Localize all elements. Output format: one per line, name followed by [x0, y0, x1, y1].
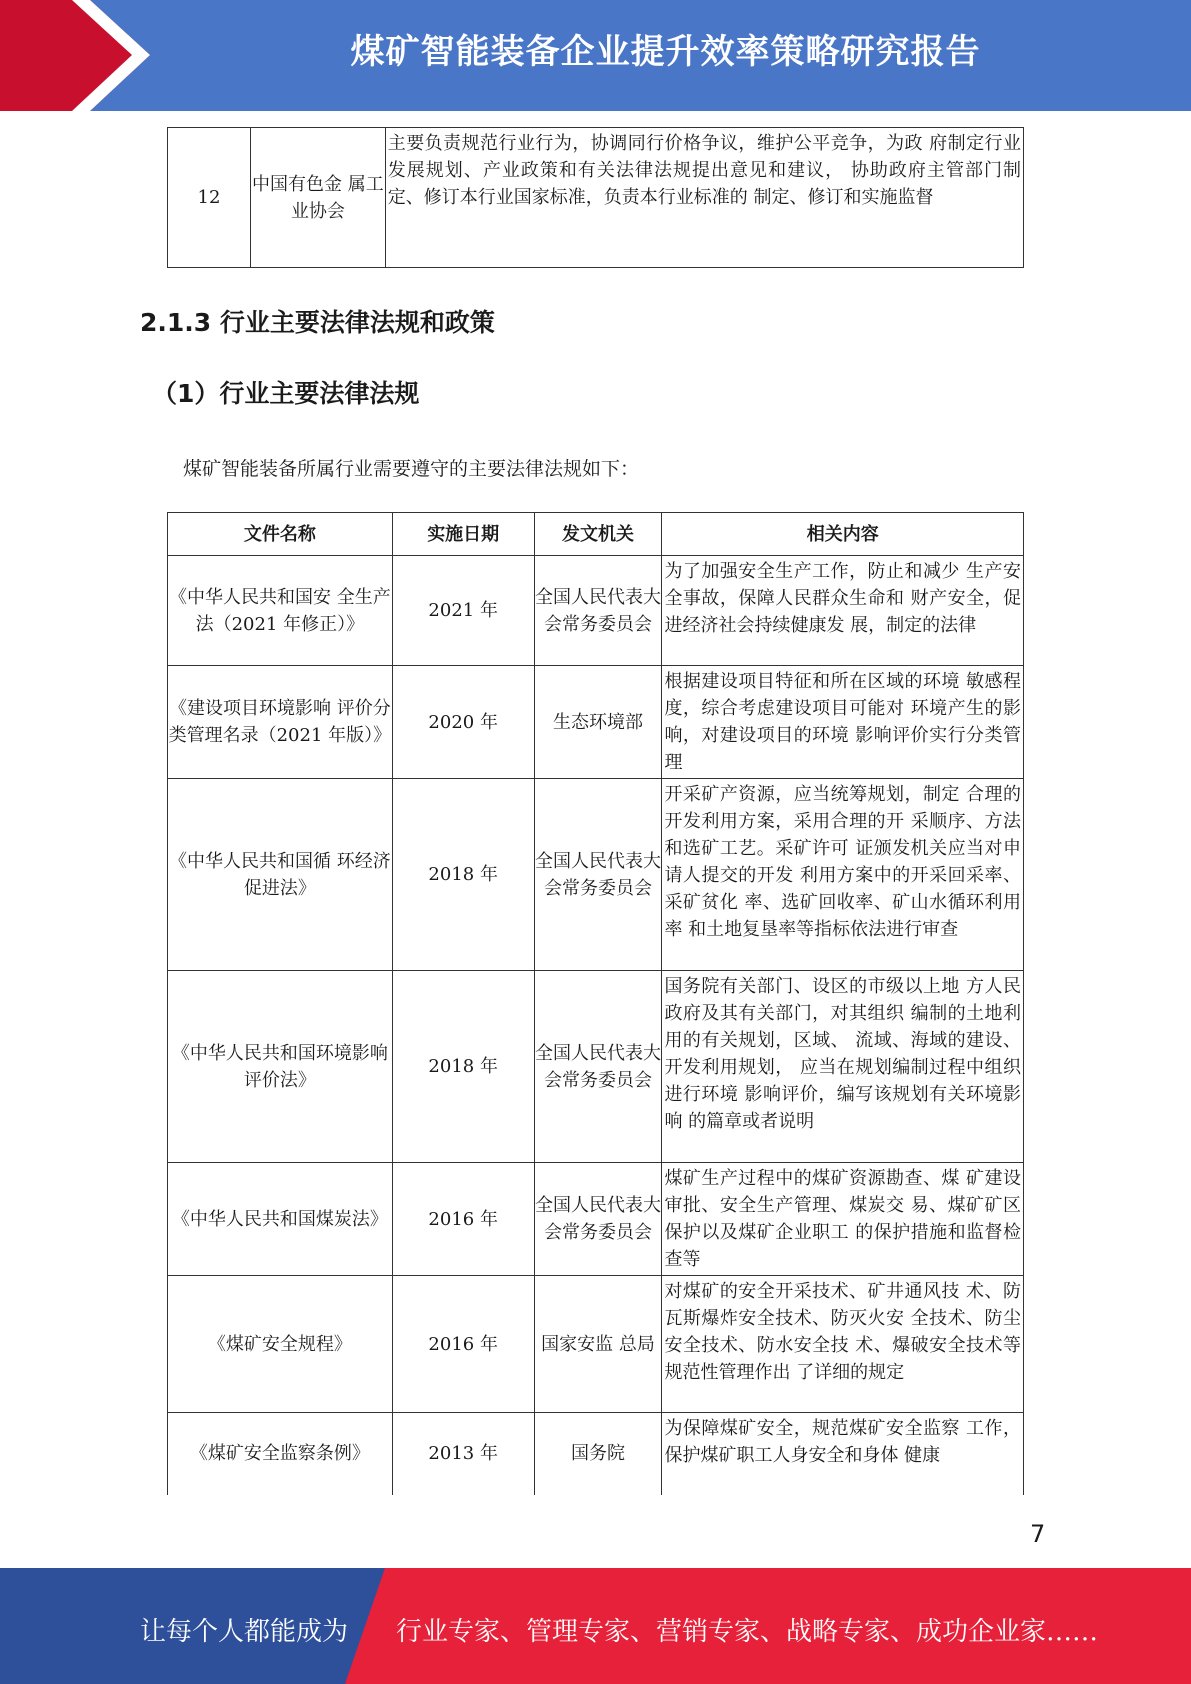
table-row [168, 1276, 1024, 1413]
law-name: 《中华人民共和国煤炭法》 [168, 1163, 393, 1276]
law-date: 2020 年 [392, 666, 534, 779]
footer-slogan-left: 让每个人都能成为 [140, 1617, 349, 1647]
table-row [168, 1163, 1024, 1276]
law-name: 《煤矿安全监察条例》 [168, 1413, 393, 1495]
law-name: 《中华人民共和国循 环经济促进法》 [168, 779, 393, 971]
table-row [168, 128, 1024, 268]
table-row [168, 1413, 1024, 1495]
section-heading: 2.1.3 行业主要法律法规和政策 [140, 308, 495, 337]
association-table [167, 127, 1024, 268]
law-content: 开采矿产资源，应当统筹规划，制定 合理的开发利用方案，采用合理的开 采顺序、方法和选矿工艺。采矿许可 证颁发机关应当对申请人提交的开发 利用方案中的开采回采率、采矿贫化 率、选矿回收率、矿山水循环利用率 和土地复垦率等指标依法进行审查 [662, 779, 1024, 971]
col-header-content: 相关内容 [662, 513, 1024, 556]
law-date: 2016 年 [392, 1276, 534, 1413]
table-row [168, 666, 1024, 779]
association-duties: 主要负责规范行业行为，协调同行价格争议，维护公平竞争，为政 府制定行业发展规划、产业政策和有关法律法规提出意见和建议， 协助政府主管部门制定、修订本行业国家标准，负责本行业标准的 制定、修订和实施监督 [385, 128, 1023, 268]
law-name: 《中华人民共和国环境影响评价法》 [168, 971, 393, 1163]
law-issuer: 国务院 [534, 1413, 662, 1495]
table-row [168, 971, 1024, 1163]
law-date: 2016 年 [392, 1163, 534, 1276]
law-content: 为保障煤矿安全，规范煤矿安全监察 工作，保护煤矿职工人身安全和身体 健康 [662, 1413, 1024, 1495]
law-content: 根据建设项目特征和所在区域的环境 敏感程度，综合考虑建设项目可能对 环境产生的影响，对建设项目的环境 影响评价实行分类管理 [662, 666, 1024, 779]
law-name: 《中华人民共和国安 全生产法（2021 年修正）》 [168, 556, 393, 666]
footer-slogan-right: 行业专家、管理专家、营销专家、战略专家、成功企业家…… [396, 1617, 1099, 1647]
subsection-heading: （1）行业主要法律法规 [152, 379, 420, 408]
law-date: 2018 年 [392, 971, 534, 1163]
col-header-name: 文件名称 [168, 513, 393, 556]
col-header-date: 实施日期 [392, 513, 534, 556]
report-title: 煤矿智能装备企业提升效率策略研究报告 [350, 32, 981, 72]
law-name: 《建设项目环境影响 评价分类管理名录（2021 年版）》 [168, 666, 393, 779]
page-number: 7 [1030, 1520, 1046, 1548]
table-row [168, 556, 1024, 666]
laws-table [167, 512, 1024, 1495]
row-number: 12 [168, 128, 251, 268]
col-header-issuer: 发文机关 [534, 513, 662, 556]
law-name: 《煤矿安全规程》 [168, 1276, 393, 1413]
law-content: 国务院有关部门、设区的市级以上地 方人民政府及其有关部门，对其组织 编制的土地利用的有关规划，区域、 流域、海域的建设、开发利用规划， 应当在规划编制过程中组织进行环境 影响评价，编写该规划有关环境影响 的篇章或者说明 [662, 971, 1024, 1163]
association-name: 中国有色金 属工业协会 [250, 128, 385, 268]
law-content: 对煤矿的安全开采技术、矿井通风技 术、防瓦斯爆炸安全技术、防灭火安 全技术、防尘安全技术、防水安全技 术、爆破安全技术等规范性管理作出 了详细的规定 [662, 1276, 1024, 1413]
intro-paragraph: 煤矿智能装备所属行业需要遵守的主要法律法规如下： [183, 458, 640, 480]
law-date: 2021 年 [392, 556, 534, 666]
table-header-row [168, 513, 1024, 556]
law-content: 为了加强安全生产工作，防止和减少 生产安全事故，保障人民群众生命和 财产安全，促进经济社会持续健康发 展，制定的法律 [662, 556, 1024, 666]
page-footer [0, 1568, 1191, 1684]
law-date: 2018 年 [392, 779, 534, 971]
law-issuer: 生态环境部 [534, 666, 662, 779]
page-header [0, 0, 1191, 111]
table-row [168, 779, 1024, 971]
law-issuer: 国家安监 总局 [534, 1276, 662, 1413]
law-issuer: 全国人民代表大会常务委员会 [534, 971, 662, 1163]
law-date: 2013 年 [392, 1413, 534, 1495]
law-issuer: 全国人民代表大会常务委员会 [534, 779, 662, 971]
law-content: 煤矿生产过程中的煤矿资源勘查、煤 矿建设审批、安全生产管理、煤炭交 易、煤矿矿区保护以及煤矿企业职工 的保护措施和监督检查等 [662, 1163, 1024, 1276]
law-issuer: 全国人民代表大会常务委员会 [534, 1163, 662, 1276]
law-issuer: 全国人民代表大会常务委员会 [534, 556, 662, 666]
